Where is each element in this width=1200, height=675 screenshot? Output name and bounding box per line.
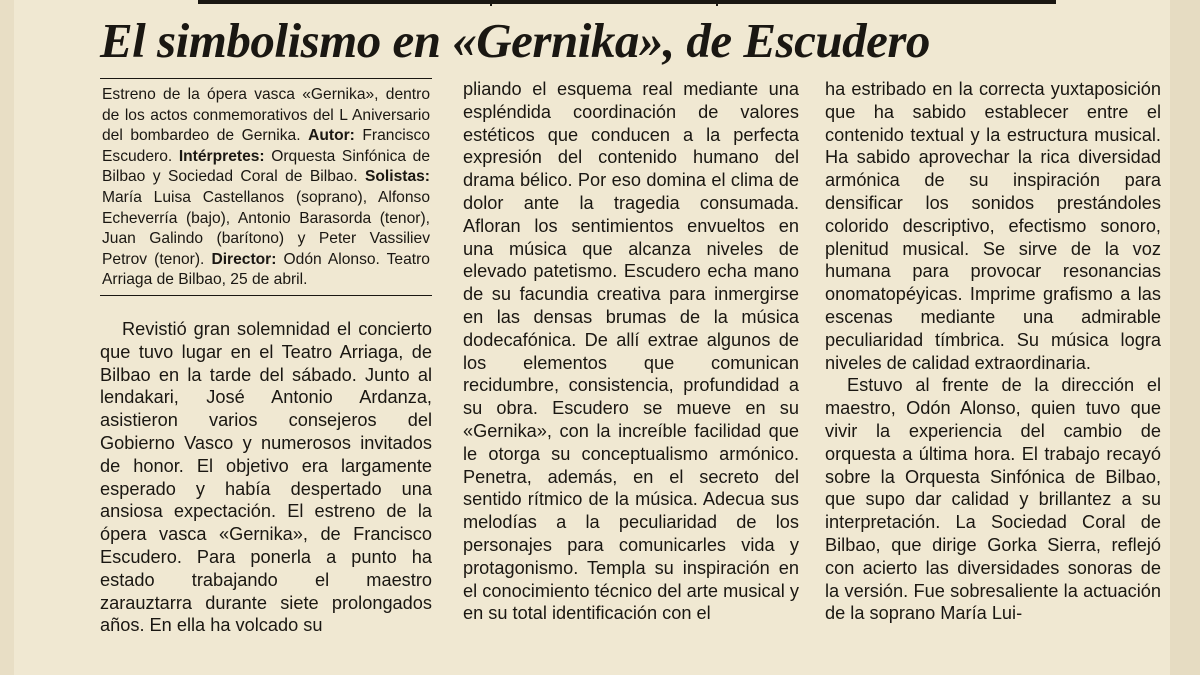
column-2 <box>463 78 799 625</box>
top-rule-tick <box>716 0 718 6</box>
headline: El simbolismo en «Gernika», de Escudero <box>100 13 930 68</box>
solistas-value: María Luisa Castellanos (soprano), Alfonso Echeverría (bajo), Antonio Barasorda (tenor), Juan Galindo (barítono) y Peter Vassiliev Petrov (tenor). <box>102 188 430 268</box>
credits-box <box>100 78 432 296</box>
autor-value: Francisco Escudero. <box>102 127 430 165</box>
interpretes-value: Orquesta Sinfónica de Bilbao y Sociedad Coral de Bilbao. <box>102 147 430 186</box>
credits-intro: Estreno de la ópera vasca «Gernika», dentro de los actos conmemorativos del L Aniversario del bombardeo de Gernika. <box>102 86 430 145</box>
column-3 <box>825 78 1161 625</box>
autor-label: Autor: <box>308 127 355 145</box>
column-1 <box>100 78 432 637</box>
left-margin <box>0 0 14 675</box>
solistas-label: Solistas: <box>364 168 430 186</box>
top-rule <box>198 0 1056 4</box>
interpretes-label: Intérpretes: <box>178 147 265 165</box>
right-margin <box>1170 0 1200 675</box>
director-label: Director: <box>211 250 277 268</box>
body-paragraph: pliando el esquema real mediante una espléndida coordinación de valores estéticos que conducen a la perfecta expresión del contenido humano del drama bélico. Por eso domina el clima de dolor ante la tragedia consumada. Afloran los sentimientos envueltos en una música que alcanza niveles de elevado patetismo. Escudero echa mano de su facundia creativa para inmergirse en las densas brumas de la música dodecafónica. De allí extrae algunos de los elementos que comunican recidumbre, consistencia, profundidad a su obra. Escudero se mueve en su «Gernika», con la increíble facilidad que le otorga su conceptualismo armónico. Penetra, además, en el secreto del sentido rítmico de la música. Adecua sus melodías a la peculiaridad de los personajes para comunicarles vida y protagonismo. Templa su inspiración en el conocimiento técnico del arte musical y en su total identificación con el <box>463 79 799 624</box>
body-paragraph: Revistió gran solemnidad el concierto que tuvo lugar en el Teatro Arriaga, de Bilbao en la tarde del sábado. Junto al lendakari, José Antonio Ardanza, asistieron varios consejeros del Gobierno Vasco y numerosos invitados de honor. El objetivo era largamente esperado y había despertado una ansiosa expectación. El estreno de la ópera vasca «Gernika», de Francisco Escudero. Para ponerla a punto ha estado trabajando el maestro zarauztarra durante siete prolongados años. En ella ha volcado su <box>100 318 432 636</box>
body-paragraph: ha estribado en la correcta yuxtaposición que ha sabido establecer entre el contenido textual y la estructura musical. Ha sabido aprovechar la rica diversidad armónica de su inspiración para densificar los sonidos prestándoles colorido descriptivo, efectismo sonoro, plenitud musical. Se sirve de la voz humana para provocar resonancias onomatopéyicas. Imprime grafismo a las escenas mediante una admirable peculiaridad tímbrica. Su música logra niveles de calidad extraordinaria. <box>825 79 1161 373</box>
top-rule-tick <box>490 0 492 6</box>
body-paragraph: Estuvo al frente de la dirección el maestro, Odón Alonso, quien tuvo que vivir la experiencia del cambio de orquesta a última hora. El trabajo recayó sobre la Orquesta Sinfónica de Bilbao, que supo dar calidad y brillantez a su interpretación. La Sociedad Coral de Bilbao, que dirige Gorka Sierra, reflejó con acierto las diversidades sonoras de la versión. Fue sobresaliente la actuación de la soprano María Lui- <box>825 375 1161 624</box>
director-value: Odón Alonso. Teatro Arriaga de Bilbao, 25 de abril. <box>102 250 430 289</box>
